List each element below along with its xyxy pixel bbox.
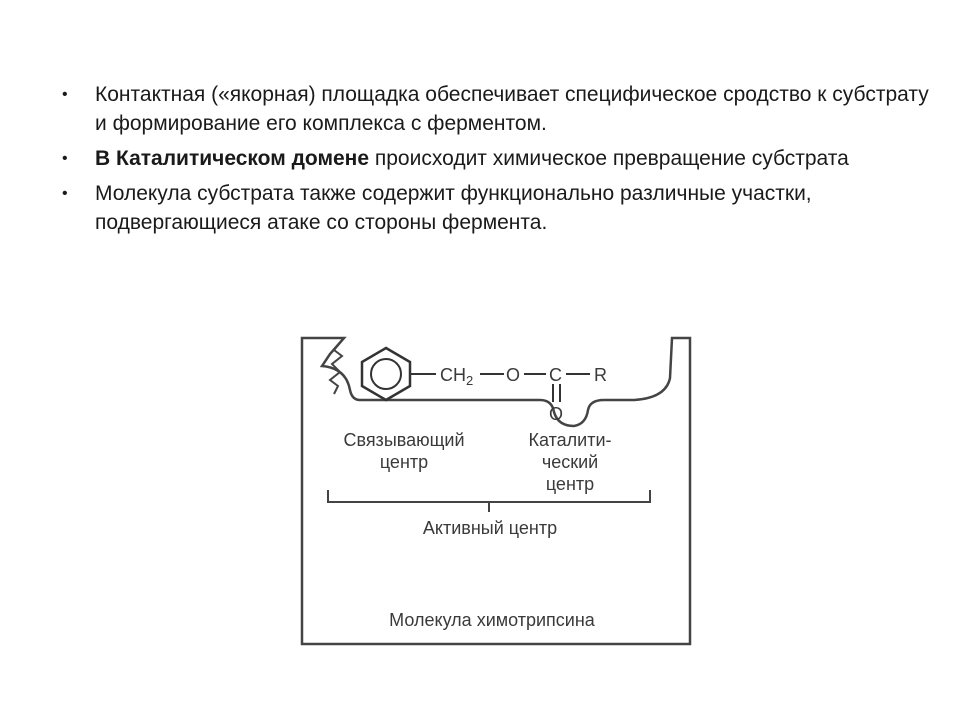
formula-carbon: C (549, 365, 562, 385)
active-center-label: Активный центр (422, 518, 558, 538)
bullet-text: происходит химическое превращение субстрата (369, 147, 849, 170)
binding-center-label-line1: Связывающий (343, 430, 465, 450)
pocket-edge (330, 338, 344, 394)
bullet-item-substrate-sites (62, 179, 942, 237)
binding-center-label-line2: центр (379, 452, 429, 472)
chymotrypsin-diagram (294, 328, 702, 659)
formula-ester-oxygen: O (506, 365, 521, 385)
bullet-item-anchor-site (62, 80, 942, 138)
formula-ch2: $CH_2$ (440, 365, 474, 388)
molecule-label: Молекула химотрипсина (389, 610, 595, 630)
bullet-bold-text: В Каталитическом домене (95, 147, 370, 170)
bullet-marker: • (62, 86, 68, 103)
chymotrypsin-diagram-svg (294, 328, 702, 654)
formula-r-group: R (594, 365, 607, 385)
catalytic-center-label-line1: Каталити- (528, 430, 612, 450)
bullet-item-catalytic-domain (62, 144, 942, 173)
formula-carbonyl-oxygen: O (549, 404, 564, 424)
enzyme-outline (302, 338, 690, 644)
bullet-list (62, 80, 942, 243)
bullet-text: Контактная («якорная) площадка обеспечивает специфическое сродство к субстрату и формирование его комплекса с ферментом. (95, 83, 929, 135)
bullet-marker: • (62, 185, 68, 202)
benzene-inner-circle (371, 359, 401, 389)
catalytic-center-label-line3: центр (545, 474, 595, 494)
benzene-ring (362, 348, 410, 400)
catalytic-center-label-line2: ческий (541, 452, 599, 472)
bullet-text: Молекула субстрата также содержит функционально различные участки, подвергающиеся атаке со стороны фермента. (95, 182, 812, 234)
bullet-marker: • (62, 150, 68, 167)
active-center-brace (328, 490, 650, 512)
